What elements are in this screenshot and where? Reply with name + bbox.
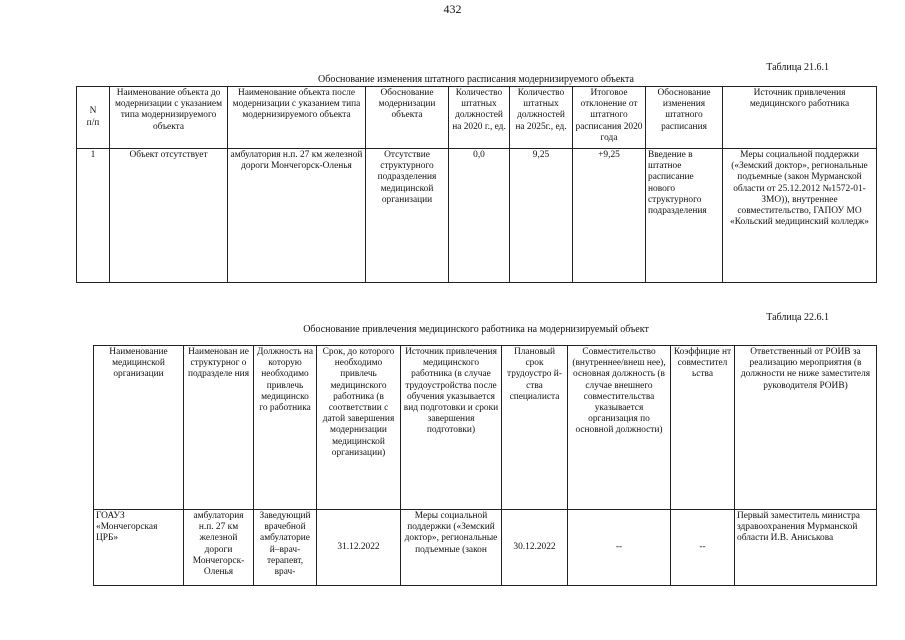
t1-cell-justification: Отсутствие структурного подразделения медицинской организации — [366, 149, 449, 283]
t2-header-deadline: Срок, до которого необходимо привлечь медицинского работника (в соответствии с датой завершения модернизации медицинской организации) — [317, 346, 401, 510]
t2-header-position: Должность на которую необходимо привлечь медицинско го работника — [254, 346, 317, 510]
t1-cell-positions-2025: 9,25 — [510, 149, 573, 283]
t1-cell-num: 1 — [77, 149, 110, 283]
t1-header-source: Источник привлечения медицинского работника — [723, 87, 877, 149]
t2-header-organization: Наименование медицинской организации — [94, 346, 184, 510]
t2-cell-hire-date: 30.12.2022 — [502, 510, 568, 586]
t1-cell-change-reason: Введение в штатное расписание нового структурного подразделения — [646, 149, 723, 283]
t1-header-object-after: Наименование объекта после модернизации с указанием типа модернизируемого объекта — [228, 87, 366, 149]
t2-header-hire-date: Плановый срок трудоустро й-ства специалиста — [502, 346, 568, 510]
t1-cell-deviation: +9,25 — [573, 149, 646, 283]
t1-header-positions-2025: Количество штатных должностей на 2025г., ед. — [510, 87, 573, 149]
t2-cell-coefficient: -- — [671, 510, 735, 586]
page-number: 432 — [443, 2, 462, 16]
worker-attraction-table — [93, 345, 877, 586]
t1-header-object-before: Наименование объекта до модернизации с указанием типа модернизируемого объекта — [110, 87, 228, 149]
table2-label: Таблица 22.6.1 — [766, 312, 829, 323]
t2-header-coefficient: Коэффицие нт совместител ьства — [671, 346, 735, 510]
staffing-justification-table — [76, 86, 877, 283]
table2-header-row — [94, 346, 877, 510]
table1-label: Таблица 21.6.1 — [766, 62, 829, 73]
t2-cell-responsible: Первый заместитель министра здравоохранения Мурманской области И.В. Аниськова — [735, 510, 877, 586]
t1-cell-positions-2020: 0,0 — [449, 149, 510, 283]
t1-header-num: N п/п — [77, 87, 110, 149]
t2-header-part-time: Совместительство (внутреннее/внеш нее), основная должность (в случае внешнего совместительства указывается организация по основной должности) — [568, 346, 671, 510]
table2-title: Обоснование привлечения медицинского работника на модернизируемый объект — [303, 324, 649, 335]
t2-cell-organization: ГОАУЗ «Мончегорская ЦРБ» — [94, 510, 184, 586]
t1-cell-source: Меры социальной поддержки («Земский доктор», региональные подъемные (закон Мурманской области от 25.12.2012 №1572-01-ЗМО)), внутреннее совместительство, ГАПОУ МО «Кольский медицинский колледж» — [723, 149, 877, 283]
t2-cell-part-time: -- — [568, 510, 671, 586]
table-row — [77, 149, 877, 283]
t1-cell-object-before: Объект отсутствует — [110, 149, 228, 283]
t1-header-justification: Обоснование модернизации объекта — [366, 87, 449, 149]
table-row — [94, 510, 877, 586]
t2-header-responsible: Ответственный от РОИВ за реализацию мероприятия (в должности не ниже заместителя руководителя РОИВ) — [735, 346, 877, 510]
t2-cell-deadline: 31.12.2022 — [317, 510, 401, 586]
t2-cell-position: Заведующий врачебной амбулаторие й–врач-терапевт, врач- — [254, 510, 317, 586]
table1-title: Обоснование изменения штатного расписания модернизируемого объекта — [318, 74, 634, 85]
t2-header-department: Наименован ие структурног о подразделе ния — [184, 346, 254, 510]
t1-header-change-reason: Обоснование изменения штатного расписания — [646, 87, 723, 149]
table1-header-row — [77, 87, 877, 149]
t1-cell-object-after: амбулатория н.п. 27 км железной дороги Мончегорск-Оленья — [228, 149, 366, 283]
t2-cell-department: амбулатория н.п. 27 км железной дороги Мончегорск-Оленья — [184, 510, 254, 586]
t1-header-positions-2020: Количество штатных должностей на 2020 г., ед. — [449, 87, 510, 149]
t2-cell-source: Меры социальной поддержки («Земский доктор», региональные подъемные (закон — [401, 510, 502, 586]
t1-header-deviation: Итоговое отклонение от штатного расписания 2020 года — [573, 87, 646, 149]
t2-header-source: Источник привлечения медицинского работника (в случае трудоустройства после обучения указывается вид подготовки и сроки завершения подготовки) — [401, 346, 502, 510]
